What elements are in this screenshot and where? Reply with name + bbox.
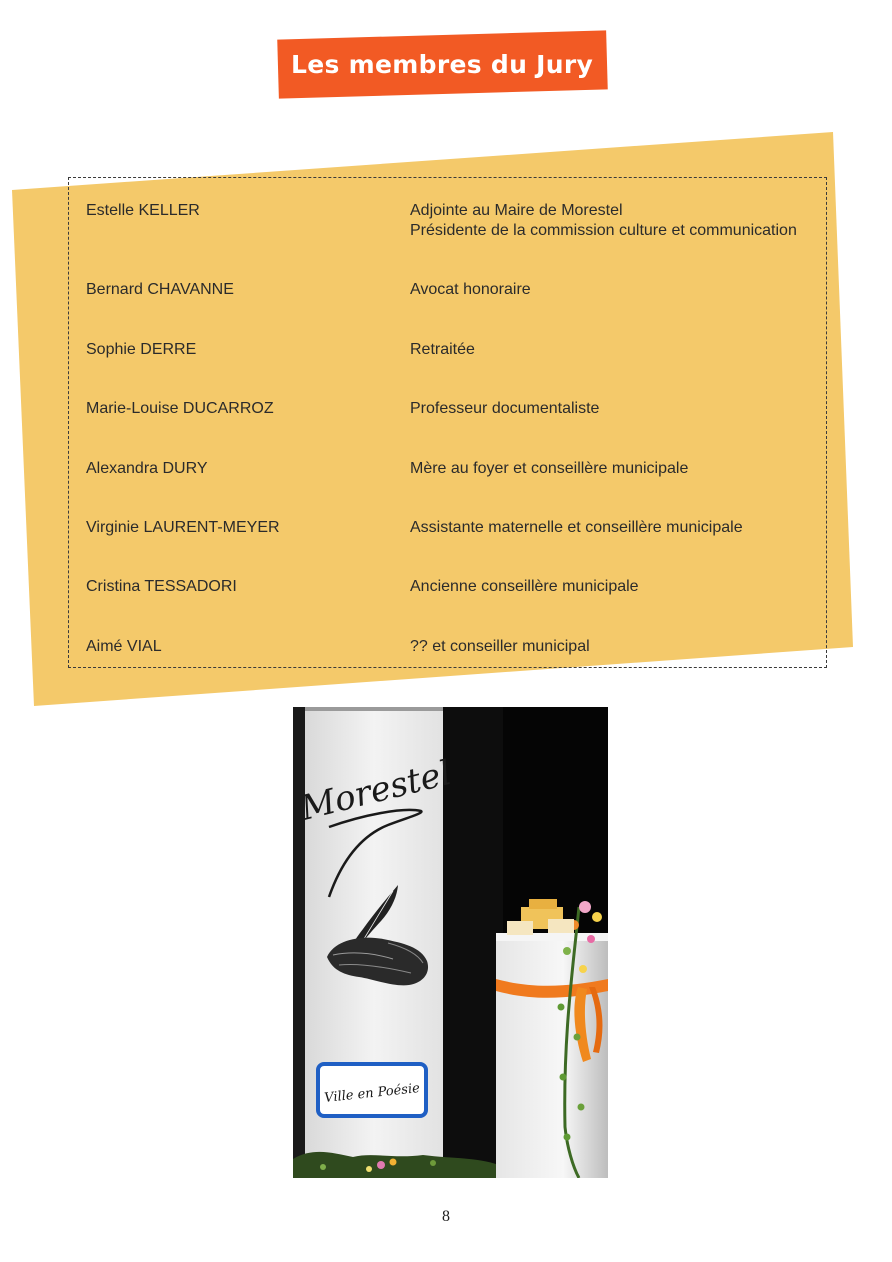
member-role: ?? et conseiller municipal xyxy=(410,638,590,655)
members-list xyxy=(68,177,827,668)
member-name: Bernard CHAVANNE xyxy=(86,281,234,298)
page-number: 8 xyxy=(442,1208,450,1225)
member-role: Retraitée xyxy=(410,341,475,358)
member-role: Avocat honoraire xyxy=(410,281,531,298)
member-role: Ancienne conseillère municipale xyxy=(410,578,639,595)
page-title: Les membres du Jury xyxy=(291,50,594,79)
member-role: Professeur documentaliste xyxy=(410,400,600,417)
sign-text: Ville en Poésie xyxy=(323,1081,421,1106)
pedestal xyxy=(496,937,608,1178)
member-role: Assistante maternelle et conseillère municipale xyxy=(410,519,743,536)
member-name: Aimé VIAL xyxy=(86,638,162,655)
banner-script-text: Morestel xyxy=(296,752,456,829)
member-name: Alexandra DURY xyxy=(86,460,208,477)
member-name: Estelle KELLER xyxy=(86,202,200,219)
member-role: Mère au foyer et conseillère municipale xyxy=(410,460,689,477)
member-name: Virginie LAURENT-MEYER xyxy=(86,519,280,536)
member-name: Sophie DERRE xyxy=(86,341,197,358)
member-name: Cristina TESSADORI xyxy=(86,578,237,595)
member-name: Marie-Louise DUCARROZ xyxy=(86,400,274,417)
member-role: Adjointe au Maire de Morestel Présidente de la commission culture et communication xyxy=(410,202,797,239)
event-photo xyxy=(293,707,608,1178)
photo-illustration xyxy=(293,707,608,1178)
